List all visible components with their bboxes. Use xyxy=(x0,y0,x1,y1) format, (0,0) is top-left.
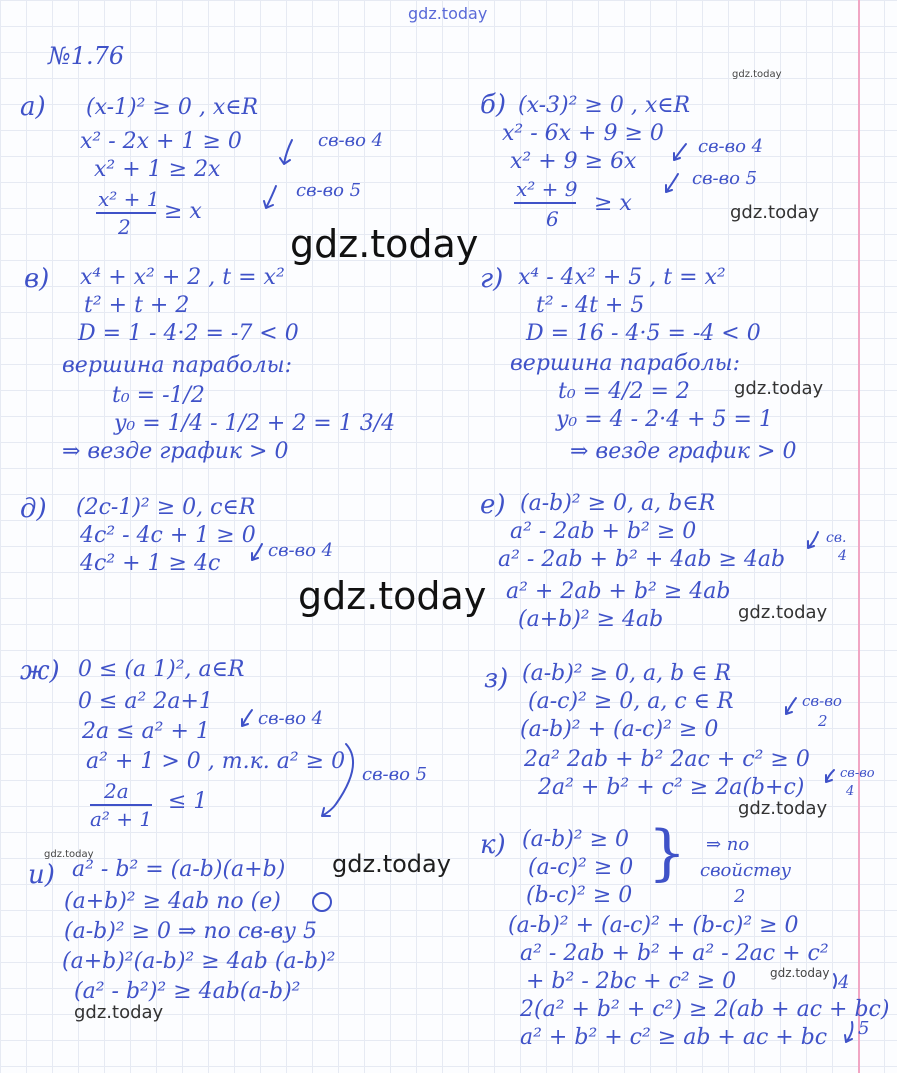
part-z-line-1: (a-b)² ≥ 0, a, b ∈ R xyxy=(522,661,732,686)
watermark-large: gdz.today xyxy=(298,574,487,618)
watermark-medium: gdz.today xyxy=(332,850,451,878)
part-g-line-1: x⁴ - 4x² + 5 , t = x² xyxy=(518,265,726,290)
part-z-line-2: (a-c)² ≥ 0, a, c ∈ R xyxy=(528,689,734,714)
part-d-line-1: (2c-1)² ≥ 0, c∈R xyxy=(76,495,256,520)
part-label-z: з) xyxy=(484,664,509,694)
watermark-top: gdz.today xyxy=(408,4,488,23)
watermark-small: gdz.today xyxy=(770,966,830,980)
watermark-medium: gdz.today xyxy=(730,202,820,223)
part-g-line-5: t₀ = 4/2 = 2 xyxy=(558,379,690,404)
part-e-line-3: a² - 2ab + b² + 4ab ≥ 4ab xyxy=(498,547,786,572)
curly-brace: } xyxy=(648,818,687,888)
part-b-line-1: (x-3)² ≥ 0 , x∈R xyxy=(518,93,691,118)
part-label-k: к) xyxy=(480,830,506,860)
part-b-fraction-denominator: 6 xyxy=(546,207,559,231)
part-g-line-4: вершина параболы: xyxy=(510,351,741,376)
part-i-line-3: (a-b)² ≥ 0 ⇒ по св-ву 5 xyxy=(64,919,317,944)
part-label-i: и) xyxy=(28,860,55,890)
part-k-line-7: 2(a² + b² + c²) ≥ 2(ab + ac + bc) xyxy=(520,997,890,1022)
part-i-line-4: (a+b)²(a-b)² ≥ 4ab (a-b)² xyxy=(62,949,336,974)
part-g-line-6: y₀ = 4 - 2·4 + 5 = 1 xyxy=(556,407,773,432)
part-b-fraction-numerator: x² + 9 xyxy=(516,177,578,201)
part-zh-line-5: ≤ 1 xyxy=(168,789,208,814)
part-k-note-4: 4 xyxy=(838,972,850,993)
part-b-line-3: x² + 9 ≥ 6x xyxy=(510,149,637,174)
part-g-line-2: t² - 4t + 5 xyxy=(536,293,645,318)
part-k-note-2: свойству xyxy=(700,860,792,881)
watermark-medium: gdz.today xyxy=(74,1002,164,1023)
part-k-line-4: (a-b)² + (a-c)² + (b-c)² ≥ 0 xyxy=(508,913,799,938)
part-i-line-2: (a+b)² ≥ 4ab по (е) xyxy=(64,889,281,914)
part-e-note-1: св. xyxy=(826,530,847,546)
watermark-small: gdz.today xyxy=(44,849,94,860)
part-d-note-1: св-во 4 xyxy=(268,540,334,561)
part-label-a: а) xyxy=(20,92,46,122)
watermark-large: gdz.today xyxy=(290,222,479,266)
part-zh-note-1: св-во 4 xyxy=(258,708,324,729)
part-i-line-5: (a² - b²)² ≥ 4ab(a-b)² xyxy=(74,979,301,1004)
part-label-b: б) xyxy=(480,90,507,120)
part-a-note-2: св-во 5 xyxy=(296,180,362,201)
part-e-line-4: a² + 2ab + b² ≥ 4ab xyxy=(506,579,731,604)
part-b-note-1: св-во 4 xyxy=(698,136,764,157)
part-g-line-3: D = 16 - 4·5 = -4 < 0 xyxy=(526,321,761,346)
watermark-medium: gdz.today xyxy=(738,602,828,623)
part-zh-note-2: св-во 5 xyxy=(362,764,428,785)
part-k-line-3: (b-c)² ≥ 0 xyxy=(526,883,633,908)
part-d-line-3: 4c² + 1 ≥ 4c xyxy=(80,551,221,576)
part-a-line-4: ≥ x xyxy=(164,199,202,224)
part-k-note-3: 2 xyxy=(734,886,746,907)
part-z-note-1b: 2 xyxy=(818,712,828,730)
part-a-note-1: св-во 4 xyxy=(318,130,384,151)
part-z-note-1: св-во xyxy=(802,692,842,710)
part-a-fraction-numerator: x² + 1 xyxy=(98,187,160,211)
part-zh-fraction-numerator: 2a xyxy=(104,779,129,803)
part-e-line-1: (a-b)² ≥ 0, a, b∈R xyxy=(520,491,716,516)
part-z-note-2: св-во xyxy=(840,766,875,781)
part-z-line-3: (a-b)² + (a-c)² ≥ 0 xyxy=(520,717,719,742)
part-z-line-4: 2a² 2ab + b² 2ac + c² ≥ 0 xyxy=(524,747,810,772)
part-zh-line-3: 2a ≤ a² + 1 xyxy=(82,719,210,744)
part-e-line-5: (a+b)² ≥ 4ab xyxy=(518,607,664,632)
part-g-line-7: ⇒ везде график > 0 xyxy=(570,439,797,464)
watermark-small: gdz.today xyxy=(732,69,782,80)
part-k-note-5: 5 xyxy=(858,1018,870,1039)
part-label-v: в) xyxy=(24,264,50,294)
part-z-note-2b: 4 xyxy=(846,784,855,799)
part-zh-line-4: a² + 1 > 0 , т.к. a² ≥ 0 xyxy=(86,749,346,774)
part-k-line-1: (a-b)² ≥ 0 xyxy=(522,827,630,852)
part-b-line-4: ≥ x xyxy=(594,191,632,216)
part-a-line-1: (x-1)² ≥ 0 , x∈R xyxy=(86,95,259,120)
part-a-line-2: x² - 2x + 1 ≥ 0 xyxy=(80,129,242,154)
part-k-line-6: + b² - 2bc + c² ≥ 0 xyxy=(526,969,737,994)
part-v-line-1: x⁴ + x² + 2 , t = x² xyxy=(80,265,285,290)
part-e-note-2: 4 xyxy=(838,548,847,564)
part-v-line-3: D = 1 - 4·2 = -7 < 0 xyxy=(78,321,299,346)
watermark-medium: gdz.today xyxy=(734,378,824,399)
part-z-line-5: 2a² + b² + c² ≥ 2a(b+c) xyxy=(538,775,805,800)
part-v-line-5: t₀ = -1/2 xyxy=(112,383,205,408)
exercise-number: №1.76 xyxy=(48,42,125,70)
part-b-line-2: x² - 6x + 9 ≥ 0 xyxy=(502,121,664,146)
part-label-e: е) xyxy=(480,490,506,520)
watermark-medium: gdz.today xyxy=(738,798,828,819)
part-e-line-2: a² - 2ab + b² ≥ 0 xyxy=(510,519,697,544)
part-label-d: д) xyxy=(20,494,47,524)
part-zh-fraction-denominator: a² + 1 xyxy=(90,807,153,831)
part-label-zh: ж) xyxy=(20,656,60,686)
part-k-line-8: a² + b² + c² ≥ ab + ac + bc xyxy=(520,1025,828,1050)
part-zh-line-2: 0 ≤ a² 2a+1 xyxy=(78,689,213,714)
part-label-g: г) xyxy=(480,264,504,294)
part-k-line-5: a² - 2ab + b² + a² - 2ac + c² xyxy=(520,941,829,966)
part-i-line-1: a² - b² = (a-b)(a+b) xyxy=(72,857,286,882)
part-k-line-2: (a-c)² ≥ 0 xyxy=(528,855,634,880)
part-d-line-2: 4c² - 4c + 1 ≥ 0 xyxy=(80,523,256,548)
part-v-line-7: ⇒ везде график > 0 xyxy=(62,439,289,464)
part-k-note-1: ⇒ по xyxy=(706,834,750,855)
part-zh-line-1: 0 ≤ (a 1)², a∈R xyxy=(78,657,245,682)
part-v-line-4: вершина параболы: xyxy=(62,353,293,378)
part-v-line-6: y₀ = 1/4 - 1/2 + 2 = 1 3/4 xyxy=(114,411,396,436)
part-a-fraction-denominator: 2 xyxy=(118,215,131,239)
part-v-line-2: t² + t + 2 xyxy=(84,293,190,318)
part-b-note-2: св-во 5 xyxy=(692,168,758,189)
part-a-line-3: x² + 1 ≥ 2x xyxy=(94,157,221,182)
